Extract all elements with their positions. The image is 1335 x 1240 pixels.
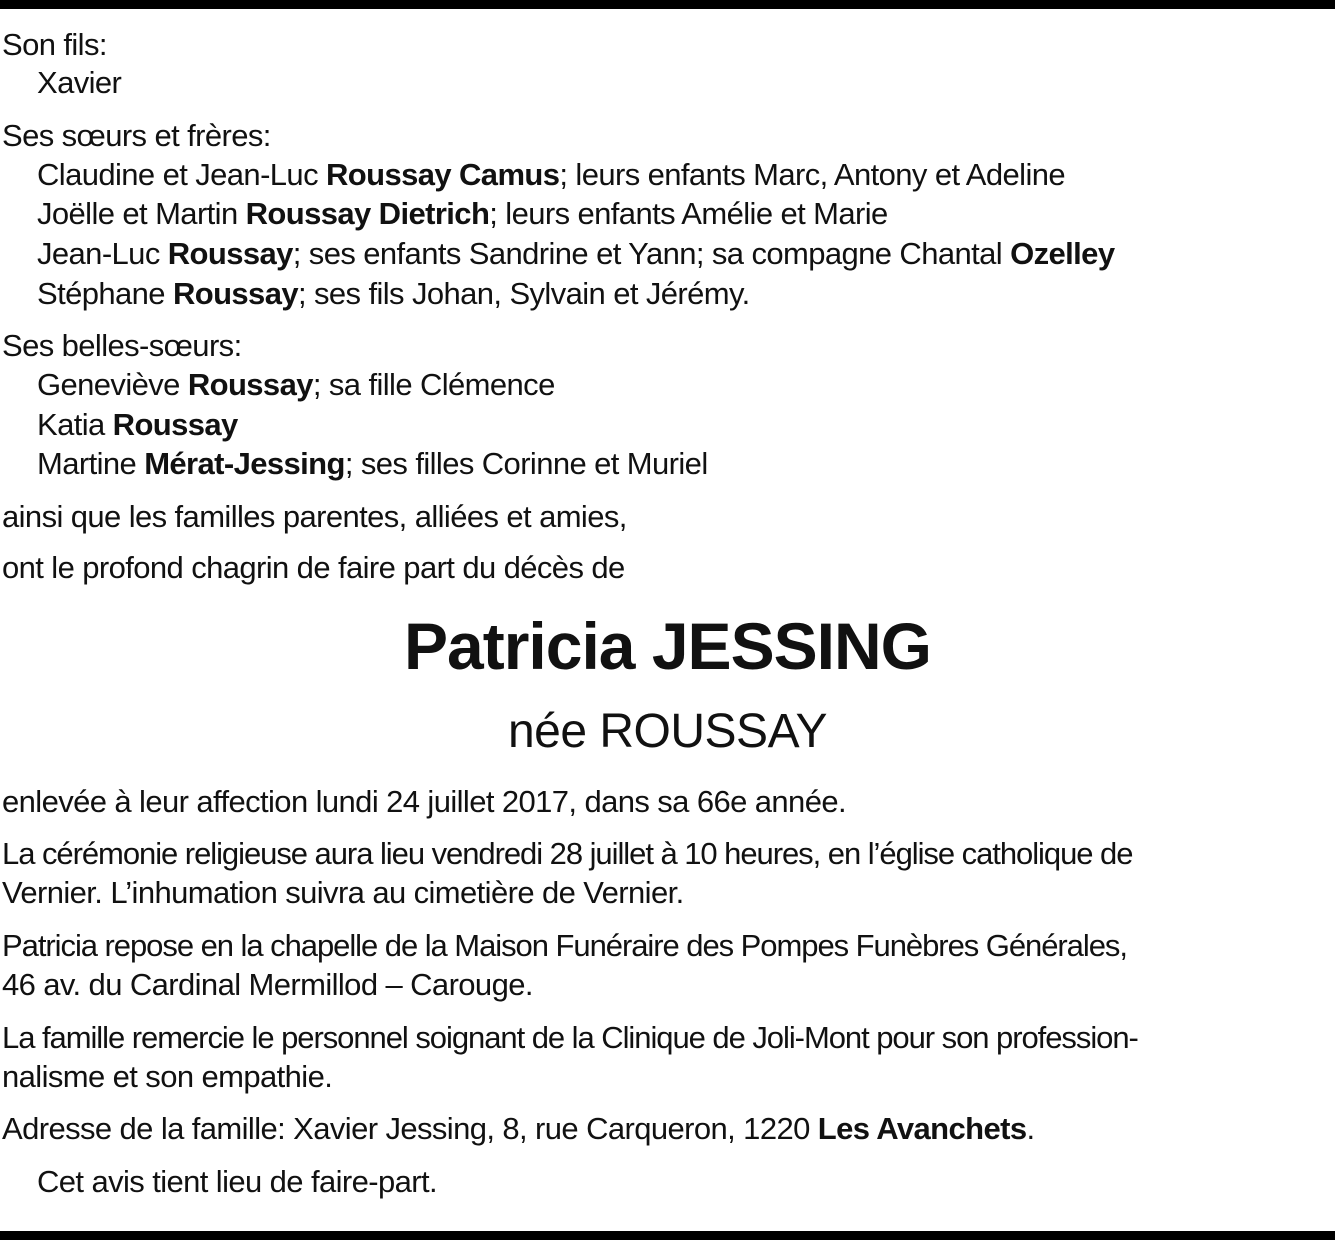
sister-in-law-line: Geneviève Roussay; sa fille Clémence xyxy=(37,367,555,402)
death-line: enlevée à leur affection lundi 24 juillet 2017, dans sa 66e année. xyxy=(2,784,846,819)
sisters-in-law-heading: Ses belles-sœurs: xyxy=(2,328,242,363)
thanks-line-1: La famille remercie le personnel soignant de la Clinique de Joli-Mont pour son profession- xyxy=(2,1020,1138,1055)
bottom-rule xyxy=(0,1231,1335,1240)
ceremony-line-1: La cérémonie religieuse aura lieu vendredi 28 juillet à 10 heures, en l’église catholique de xyxy=(2,836,1133,871)
family-address: Adresse de la famille: Xavier Jessing, 8, rue Carqueron, 1220 Les Avanchets. xyxy=(2,1111,1035,1146)
families-line: ainsi que les familles parentes, alliées et amies, xyxy=(2,499,627,534)
sister-in-law-line: Martine Mérat-Jessing; ses filles Corinne et Muriel xyxy=(37,446,708,481)
sibling-line: Claudine et Jean-Luc Roussay Camus; leurs enfants Marc, Antony et Adeline xyxy=(37,157,1066,192)
repose-line-2: 46 av. du Cardinal Mermillod – Carouge. xyxy=(2,967,533,1002)
sibling-line: Jean-Luc Roussay; ses enfants Sandrine et Yann; sa compagne Chantal Ozelley xyxy=(37,236,1115,271)
top-rule xyxy=(0,0,1335,9)
sister-in-law-line: Katia Roussay xyxy=(37,407,238,442)
closing-line: Cet avis tient lieu de faire-part. xyxy=(37,1164,438,1199)
sibling-line: Stéphane Roussay; ses fils Johan, Sylvain et Jérémy. xyxy=(37,276,750,311)
ceremony-line-2: Vernier. L’inhumation suivra au cimetière de Vernier. xyxy=(2,875,684,910)
deceased-name: Patricia JESSING xyxy=(404,609,931,683)
thanks-line-2: nalisme et son empathie. xyxy=(2,1059,333,1094)
repose-line-1: Patricia repose en la chapelle de la Maison Funéraire des Pompes Funèbres Générales, xyxy=(2,928,1127,963)
sibling-line: Joëlle et Martin Roussay Dietrich; leurs enfants Amélie et Marie xyxy=(37,196,888,231)
deceased-maiden-name: née ROUSSAY xyxy=(507,705,828,758)
announce-line: ont le profond chagrin de faire part du décès de xyxy=(2,550,625,585)
siblings-heading: Ses sœurs et frères: xyxy=(2,118,271,153)
son-heading: Son fils: xyxy=(2,27,107,62)
son-name: Xavier xyxy=(37,65,122,100)
